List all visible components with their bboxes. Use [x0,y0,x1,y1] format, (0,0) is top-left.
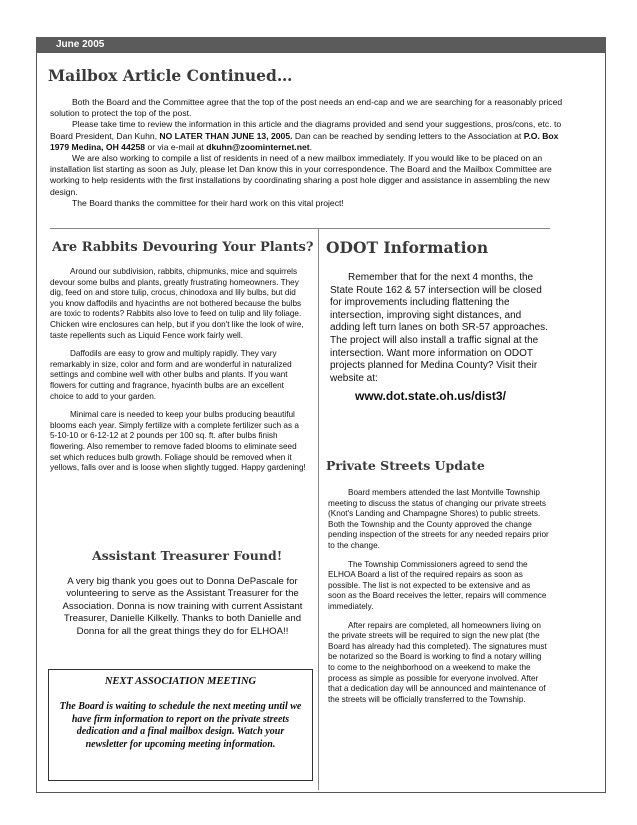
issue-date: June 2005 [56,39,105,50]
text-run: or via e-mail at [147,141,204,152]
email-address: dkuhn@zoominternet.net [206,141,310,152]
treasurer-title: Assistant Treasurer Found! [92,548,283,563]
odot-website-link[interactable]: www.dot.state.oh.us/dist3/ [355,389,506,403]
streets-paragraph: After repairs are completed, all homeowners living on the private streets will be required to sign the new plat (the Board has already had this completed). The signatures must be notarized so the Board is working to find a notary willing to come to the neighborhood on a weekend to make the process as simple as possible for everyone involved. After that a dedication day will be announced and maintenance of the streets will be officially transferred to the Township. [328,620,547,704]
text-run: . [309,141,312,152]
meeting-text: The Board is waiting to schedule the next meeting until we have firm information to report on the private streets dedication and a final mailbox design. Watch your newsletter for upcoming meeting information. [59,701,302,750]
odot-text: Remember that for the next 4 months, the State Route 162 & 57 intersection will be closed for improvements including flattening the intersection, improving sight distances, and adding left turn lanes on both SR-57 approaches. The project will also install a traffic signal at the intersection. Want more information on ODOT projects planned for Medina County? Visit their website at: [330,272,548,384]
streets-paragraph: Board members attended the last Montville Township meeting to discuss the status of changing our private streets (Knot's Landing and Champagne Shores) to public streets. Both the Township and the County approved the change pending inspection of the streets for any needed repairs prior to the change. [328,488,549,550]
issue-date-bar [36,37,606,53]
mailbox-article [50,97,570,209]
mailbox-paragraph: The Board thanks the committee for their hard work on this vital project! [72,197,344,208]
mailbox-paragraph: Both the Board and the Committee agree that the top of the post needs an end-cap and we are searching for a reasonably priced solution to protect the top of the post. [50,97,563,119]
column-divider [318,228,319,790]
deadline-text: NO LATER THAN JUNE 13, 2005. [159,130,293,141]
rabbits-article [50,267,308,482]
next-meeting-box [48,669,313,781]
meeting-title: NEXT ASSOCIATION MEETING [104,676,257,687]
rabbits-paragraph: Minimal care is needed to keep your bulbs producing beautiful blooms each year. Simply fertilize with a complete fertilizer such as a 5-10-10 or 6-12-12 at 2 pounds per 100 sq. ft. after bulbs finish flowering. Also remember to remove faded blooms to eliminate seed set which reduces bulb growth. Foliage should be removed when it yellows, falls over and is loose when slightly tugged. Happy gardening! [50,410,306,473]
private-streets-title: Private Streets Update [326,458,485,473]
po-box-address: P.O. Box 1979 Medina, OH 44258 [50,130,559,152]
private-streets-article [328,488,550,713]
odot-title: ODOT Information [326,238,489,257]
rabbits-paragraph: Around our subdivision, rabbits, chipmunks, mice and squirrels devour some bulbs and plants, greatly frustrating homeowners. They dig, feed on and store tulip, crocus, chinodoxa and lily bulbs, but did you know daffodils and hyacinths are not bothered because the bulbs are toxic to rodents? Rabbits also love to feed on tulip and lily foliage. Chicken wire enclosures can help, but if you don't like the look of wire, taste repellents such as Liquid Fence work fairly well. [50,267,304,340]
treasurer-text: A very big thank you goes out to Donna DePascale for volunteering to serve as the Assistant Treasurer for the Association. Donna is now training with current Assistant Treasurer, Danielle Kilkelly. Thanks to both Danielle and Donna for all the great things they do for ELHOA!! [62,576,303,637]
section-divider [50,228,550,229]
rabbits-paragraph: Daffodils are easy to grow and multiply rapidly. They vary remarkably in size, color and form and are wonderful in naturalized settings and combine well with other bulbs and plants. If you want flowers for cutting and fragrance, hyacinth bulbs are an excellent choice to add to your garden. [50,349,292,401]
text-run: Please take time to review the information in this article and the diagrams provided and send your suggestions, pros/cons, etc. to Board President, Dan Kuhn, [50,119,562,141]
text-run: Dan can be reached by sending letters to the Association at [294,130,522,141]
mailbox-paragraph: We are also working to compile a list of residents in need of a new mailbox immediately. If you would like to be placed on an installation list starting as soon as July, please let Dan know this in your correspondence. The Board and the Mailbox Committee are working to help residents with the first installations by coordinating sharing a post hole digger and assistance in assembling the new design. [50,153,552,197]
mailbox-paragraph [50,119,570,153]
mailbox-title: Mailbox Article Continued… [48,66,293,85]
streets-paragraph: The Township Commissioners agreed to send the ELHOA Board a list of the required repairs as soon as possible. The list is not expected to be extensive and as soon as the Board receives the letter, repairs will commence immediately. [328,559,547,611]
rabbits-title: Are Rabbits Devouring Your Plants? [52,240,314,255]
